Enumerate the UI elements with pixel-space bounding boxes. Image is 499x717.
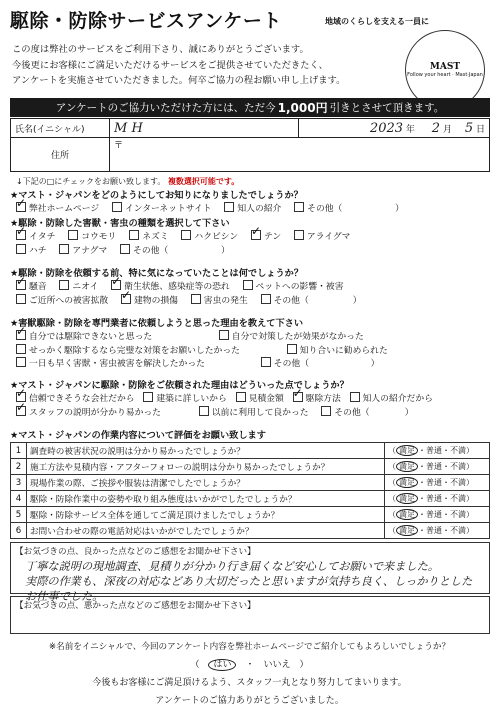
checkbox[interactable] <box>120 244 130 254</box>
checkbox[interactable] <box>129 230 139 240</box>
day-label: 日 <box>475 124 485 135</box>
checkbox[interactable] <box>243 280 253 290</box>
question-title: ★害獣駆除・防除を専門業者に依頼しようと思った理由を教えて下さい <box>10 318 304 329</box>
grade-option[interactable]: 普通 <box>426 462 442 471</box>
checkbox[interactable] <box>112 202 122 212</box>
checkbox[interactable] <box>287 344 297 354</box>
grade-option[interactable]: 不満 <box>450 446 466 455</box>
checkbox[interactable] <box>321 406 331 416</box>
rating-question: 現場作業の際、ご挨拶や服装は清潔でしたでしょうか？ <box>27 475 385 491</box>
date-day: 5 <box>464 120 474 136</box>
option-label: ハクビシン <box>194 232 239 242</box>
rating-section <box>10 430 490 539</box>
grade-option[interactable]: 普通 <box>426 446 442 455</box>
checkbox[interactable] <box>181 230 191 240</box>
rating-row <box>11 507 490 523</box>
grade-option[interactable]: 不満 <box>450 478 466 487</box>
year-label: 年 <box>405 124 415 135</box>
option-label: ネズミ <box>142 232 169 242</box>
checkbox[interactable] <box>16 344 26 354</box>
rating-number: 2 <box>11 459 27 475</box>
option-label: 衛生状態、感染症等の恐れ <box>124 282 230 292</box>
grade-selected[interactable]: 満足 <box>396 493 418 504</box>
grade-selected[interactable]: 満足 <box>396 509 418 520</box>
rating-number: 1 <box>11 443 27 459</box>
rating-row <box>11 475 490 491</box>
intro-line: アンケートを実施させていただきました。何卒ご協力の程お願い申し上げます。 <box>12 75 346 86</box>
grade-option[interactable]: 普通 <box>426 526 442 535</box>
consent-options: （ はい ・ いいえ ） <box>190 660 309 670</box>
consent-no[interactable]: いいえ <box>263 660 291 670</box>
checkbox[interactable] <box>59 280 69 290</box>
checkbox[interactable] <box>16 202 26 212</box>
checkbox[interactable] <box>143 392 153 402</box>
thanks-line-2: アンケートのご協力ありがとうございました。 <box>155 696 344 706</box>
intro-line: 今後更にお客様にご満足いただけるサービスをご提供させていただきたく、 <box>12 59 328 71</box>
question-pest-type <box>10 218 490 257</box>
option-label: その他（ ） <box>133 245 230 256</box>
rating-row <box>11 523 490 539</box>
customer-info-table <box>10 118 490 172</box>
rating-question: 施工方法や見積内容・アフターフォローの説明は分かり易かったでしょうか？ <box>27 459 385 475</box>
feedback-good-label: 【お気づきの点、良かった点などのご感想をお聞かせ下さい】 <box>15 547 256 557</box>
feedback-bad-label: 【お気づきの点、悪かった点などのご感想をお聞かせ下さい】 <box>15 601 256 611</box>
checkbox[interactable] <box>191 294 201 304</box>
rating-options[interactable]: （ 満足 ・普通・不満） <box>385 475 490 491</box>
option-label: 信頼できそうな会社だから <box>29 394 135 404</box>
option-label: スタッフの説明が分かり易かった <box>29 407 161 418</box>
checkbox[interactable] <box>224 202 234 212</box>
postal-mark: 〒 <box>114 141 124 151</box>
rating-options[interactable]: （ 満足 ・普通・不満） <box>385 443 490 459</box>
checkbox[interactable] <box>350 392 360 402</box>
grade-selected[interactable]: 満足 <box>396 477 418 488</box>
option-label: アライグマ <box>306 232 351 242</box>
option-label: 知人の紹介 <box>237 204 282 214</box>
option-label: 見積金額 <box>248 394 284 404</box>
page-title: 駆除・防除サービスアンケート <box>10 10 282 32</box>
rating-question: 駆除・防除作業中の姿勢や取り組み態度はいかがでしたでしょうか？ <box>27 491 385 507</box>
option-label: ご近所への被害拡散 <box>29 295 109 306</box>
option-label: インターネットサイト <box>125 204 212 214</box>
checkbox[interactable] <box>16 244 26 254</box>
option-label: イタチ <box>29 232 56 242</box>
banner-amount: 1,000円 <box>277 101 328 115</box>
address-field[interactable] <box>110 138 490 172</box>
name-field[interactable]: M H <box>110 119 299 138</box>
question-reason-pro <box>10 318 490 371</box>
rating-heading: ★マスト・ジャパンの作業内容について評価をお願い致します <box>10 430 266 441</box>
checkbox[interactable] <box>251 230 261 240</box>
date-field[interactable] <box>299 119 490 138</box>
grade-selected[interactable]: 満足 <box>396 525 418 536</box>
publish-consent-question: ※名前をイニシャルで、今回のアンケート内容を弊社ホームページでご紹介してもよろしいでしょうか？ <box>48 642 451 652</box>
rating-options[interactable]: （ 満足 ・普通・不満） <box>385 523 490 539</box>
option-label: その他（ ） <box>334 407 414 418</box>
checkbox[interactable] <box>294 202 304 212</box>
checkbox[interactable] <box>59 244 69 254</box>
question-reason-mast <box>10 380 490 419</box>
question-title: ★駆除・防除を依頼する前、特に気になっていたことは何でしょうか？ <box>10 268 304 279</box>
date-year: 2023 <box>369 120 404 136</box>
option-label: ハチ <box>29 245 47 256</box>
rating-options[interactable]: （ 満足 ・普通・不満） <box>385 507 490 523</box>
option-label: その他（ ） <box>273 295 362 306</box>
rating-options[interactable]: （ 満足 ・普通・不満） <box>385 491 490 507</box>
rating-table <box>10 442 490 539</box>
intro-line: この度は弊社のサービスをご利用下さり、誠にありがとうございます。 <box>12 44 309 55</box>
checkbox[interactable] <box>16 406 26 416</box>
rating-row <box>11 491 490 507</box>
option-label: ペットへの影響・被害 <box>255 282 344 292</box>
note-text: ↓下記の□にチェックをお願い致します。 <box>16 177 166 186</box>
checkbox[interactable] <box>199 406 209 416</box>
feedback-good-line: 丁寧な説明の現地調査、見積りが分かり行き届くなど安心してお願いで来ました。 <box>25 560 439 573</box>
option-label: 駆除方法 <box>305 394 341 404</box>
rating-row <box>11 443 490 459</box>
grade-option[interactable]: 普通 <box>426 510 442 519</box>
checkbox[interactable] <box>68 230 78 240</box>
option-label: 騒音 <box>29 282 47 292</box>
rating-question: 駆除・防除サービス全体を通してご満足頂けましたでしょうか？ <box>27 507 385 523</box>
grade-option[interactable]: 普通 <box>426 494 442 503</box>
question-concern <box>10 268 490 307</box>
checkbox[interactable] <box>121 294 131 304</box>
discount-banner <box>10 98 490 117</box>
option-label: 弊社ホームページ <box>29 204 100 214</box>
question-title: ★マスト・ジャパンに駆除・防除をご依頼された理由はどういった点でしょうか？ <box>10 380 349 391</box>
option-label: テン <box>263 232 282 242</box>
question-title: ★駆除・防除した害獣・害虫の種類を選択して下さい <box>10 218 230 229</box>
grade-option[interactable]: 不満 <box>450 494 466 503</box>
checkbox[interactable] <box>293 392 303 402</box>
grade-option[interactable]: 普通 <box>426 478 442 487</box>
checkbox[interactable] <box>111 280 121 290</box>
option-label: 害虫の発生 <box>203 295 248 306</box>
rating-number: 6 <box>11 523 27 539</box>
grade-option[interactable]: 不満 <box>450 462 466 471</box>
option-label: その他（ ） <box>307 204 404 214</box>
tagline: 地域のくらしを支える一員に <box>325 17 429 26</box>
checkbox[interactable] <box>294 230 304 240</box>
grade-option[interactable]: 不満 <box>450 510 466 519</box>
month-label: 月 <box>442 124 452 135</box>
option-label: 知人の紹介だから <box>362 394 433 404</box>
option-label: アナグマ <box>72 245 108 256</box>
logo-sub: Follow your heart · Mast·Japan <box>407 72 483 78</box>
option-label: 建築に詳しいから <box>156 394 227 404</box>
date-month: 2 <box>431 120 441 136</box>
option-label: 知り合いに勧められた <box>299 345 388 356</box>
rating-number: 5 <box>11 507 27 523</box>
checkbox[interactable] <box>16 357 26 367</box>
feedback-good-box[interactable] <box>10 542 490 603</box>
banner-post: 引きとさせて頂きます。 <box>329 102 445 114</box>
feedback-bad-box[interactable] <box>10 596 490 634</box>
rating-question: お問い合わせの際の電話対応はいかがでしたでしょうか？ <box>27 523 385 539</box>
option-label: 以前に利用して良かった <box>211 407 309 418</box>
checkbox[interactable] <box>261 357 271 367</box>
checkbox[interactable] <box>16 280 26 290</box>
name-label: 氏名(イニシャル) <box>11 119 110 138</box>
checkbox[interactable] <box>16 230 26 240</box>
check-note <box>16 176 239 187</box>
grade-option[interactable]: 不満 <box>450 526 466 535</box>
option-label: ニオイ <box>72 282 99 292</box>
thanks-line-1: 今後もお客様にご満足頂けるよう、スタッフ一丸となり努力してまいります。 <box>92 678 407 688</box>
option-label: 建物の損傷 <box>133 295 178 306</box>
note-highlight: 複数選択可能です。 <box>167 177 240 186</box>
option-label: 自分では駆除できないと思った <box>29 332 153 342</box>
checkbox[interactable] <box>261 294 271 304</box>
option-label: その他（ ） <box>273 359 380 369</box>
option-label: せっかく駆除するなら完璧な対策をお願いしたかった <box>29 345 240 356</box>
logo-brand: MAST <box>429 62 461 72</box>
banner-pre: アンケートのご協力いただけた方には、ただ今 <box>55 102 276 114</box>
checkbox[interactable] <box>16 294 26 304</box>
option-label: 自分で対策したが効果がなかった <box>231 332 364 342</box>
question-source <box>10 190 490 216</box>
grade-selected[interactable]: 満足 <box>396 445 418 456</box>
address-label: 住所 <box>11 138 110 172</box>
feedback-good-line: 実際の作業も、深夜の対応などあり大切だったと思いますが気持ち良く、しっかりとしたお仕事でした。 <box>25 575 473 603</box>
option-label: 一日も早く害獣・害虫被害を解決したかった <box>29 359 205 369</box>
checkbox[interactable] <box>16 330 26 340</box>
rating-number: 3 <box>11 475 27 491</box>
checkbox[interactable] <box>219 330 229 340</box>
rating-question: 調査時の被害状況の説明は分かり易かったでしょうか？ <box>27 443 385 459</box>
consent-yes[interactable]: はい <box>208 659 236 671</box>
rating-row <box>11 459 490 475</box>
rating-number: 4 <box>11 491 27 507</box>
checkbox[interactable] <box>236 392 246 402</box>
question-title: ★マスト・ジャパンをどのようにしてお知りになりましたでしょうか？ <box>10 190 303 201</box>
rating-options[interactable]: （ 満足 ・普通・不満） <box>385 459 490 475</box>
option-label: コウモリ <box>81 232 117 242</box>
intro-text <box>12 42 392 89</box>
grade-selected[interactable]: 満足 <box>396 461 418 472</box>
